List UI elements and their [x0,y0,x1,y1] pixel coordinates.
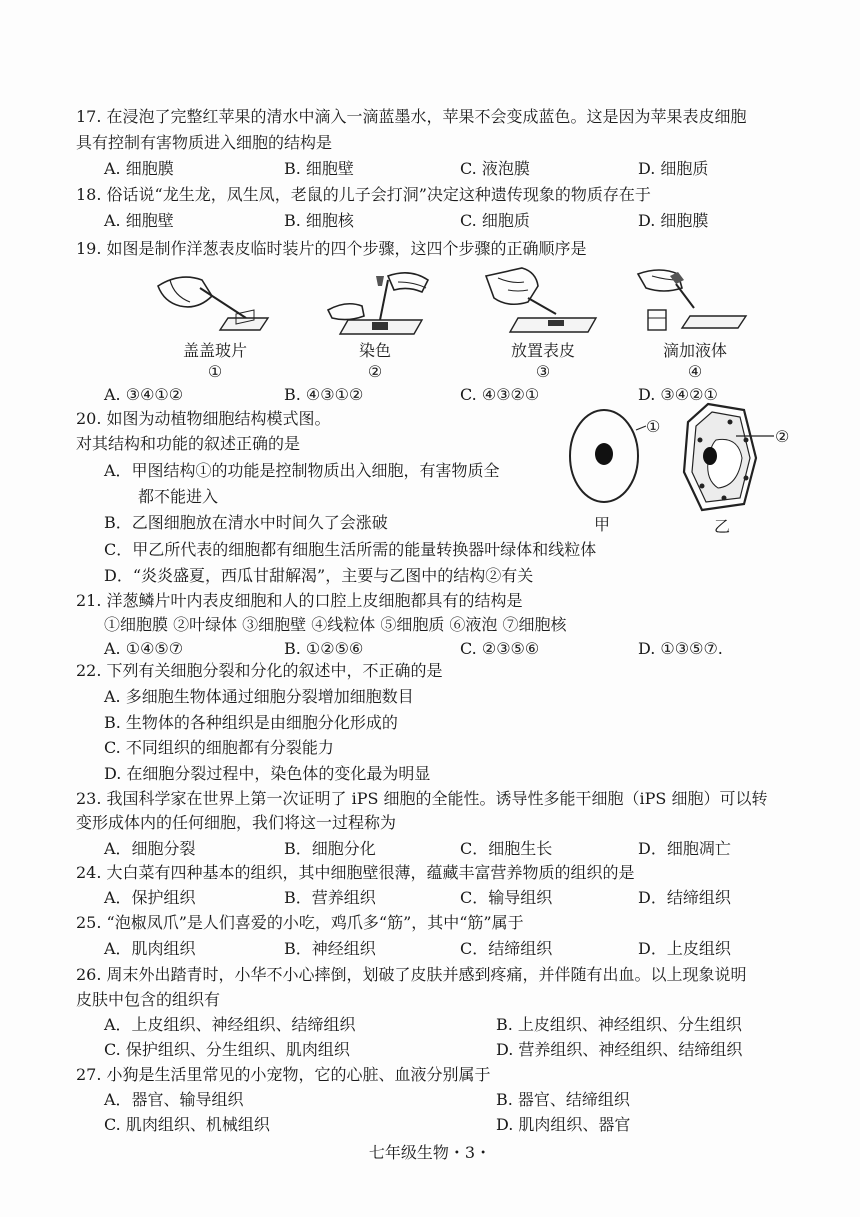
q17-option-c: C. 液泡膜 [460,159,530,178]
q27-option-a: A．器官、输导组织 [104,1090,244,1109]
q20-option-a-line1: A．甲图结构①的功能是控制物质出入细胞，有害物质全 [104,461,500,480]
q26-stem-line1: 26. 周末外出踏青时，小华不小心摔倒，划破了皮肤并感到疼痛，并伴随有出血。以上现象说明 [76,965,747,984]
q22-option-d: D. 在细胞分裂过程中，染色体的变化最为明显 [104,764,431,783]
q19-option-a: A. ③④①② [104,385,184,404]
q27-option-b: B. 器官、结缔组织 [496,1090,630,1109]
q23-stem-line2: 变形成体内的任何细胞，我们将这一过程称为 [76,813,397,832]
q17-stem-line1: 17. 在浸泡了完整红苹果的清水中滴入一滴蓝墨水，苹果不会变成蓝色。这是因为苹果表皮细胞 [76,107,747,126]
q25-option-a: A．肌肉组织 [104,939,196,958]
q21-stem: 21. 洋葱鳞片叶内表皮细胞和人的口腔上皮细胞都具有的结构是 [76,591,523,610]
q21-option-a: A. ①④⑤⑦ [104,639,184,658]
q24-option-c: C．输导组织 [460,888,553,907]
step-1-label: 盖盖玻片 [182,341,247,360]
q26-option-a: A．上皮组织、神经组织、结缔组织 [104,1015,356,1034]
q27-option-d: D. 肌肉组织、器官 [496,1115,631,1134]
q27-option-c: C. 肌肉组织、机械组织 [104,1115,270,1134]
q18-option-c: C. 细胞质 [460,211,530,230]
q25-option-b: B．神经组织 [284,939,376,958]
cell-label-2: ② [775,427,790,446]
step-place-epidermis-illustration [478,262,608,338]
q22-option-c: C. 不同组织的细胞都有分裂能力 [104,738,334,757]
q24-option-b: B．营养组织 [284,888,376,907]
plant-cell-caption: 乙 [714,517,731,536]
step-1-number: ① [207,362,223,381]
q21-option-d: D. ①③⑤⑦. [638,639,723,658]
q17-option-a: A. 细胞膜 [104,159,174,178]
q25-option-d: D．上皮组织 [638,939,731,958]
q22-option-a: A. 多细胞生物体通过细胞分裂增加细胞数目 [104,687,414,706]
q21-option-c: C. ②③⑤⑥ [460,639,540,658]
step-3-number: ③ [535,362,551,381]
q23-option-d: D．细胞凋亡 [638,839,731,858]
step-4-label: 滴加液体 [662,341,727,360]
q19-stem: 19. 如图是制作洋葱表皮临时装片的四个步骤，这四个步骤的正确顺序是 [76,239,587,258]
q20-stem-line2: 对其结构和功能的叙述正确的是 [76,434,301,453]
step-add-liquid-illustration [630,262,760,338]
step-cover-slip-illustration [150,266,280,338]
step-2-label: 染色 [358,341,391,360]
step-stain-illustration [318,266,448,338]
q22-option-b: B. 生物体的各种组织是由细胞分化形成的 [104,713,398,732]
q19-option-b: B. ④③①② [284,385,364,404]
q17-stem-line2: 具有控制有害物质进入细胞的结构是 [76,133,333,152]
q25-option-c: C．结缔组织 [460,939,553,958]
q26-option-d: D. 营养组织、神经组织、结缔组织 [496,1040,743,1059]
q23-option-c: C．细胞生长 [460,839,553,858]
q19-option-d: D. ③④②① [638,385,718,404]
q18-option-b: B. 细胞核 [284,211,354,230]
q24-option-d: D．结缔组织 [638,888,731,907]
q18-stem: 18. 俗话说“龙生龙，凤生凤，老鼠的儿子会打洞”决定这种遗传现象的物质存在于 [76,185,651,204]
q20-option-c: C．甲乙所代表的细胞都有细胞生活所需的能量转换器叶绿体和线粒体 [104,540,597,559]
q23-option-b: B．细胞分化 [284,839,376,858]
q23-stem-line1: 23. 我国科学家在世界上第一次证明了 iPS 细胞的全能性。诱导性多能干细胞（iPS 细胞）可以转 [76,789,768,808]
q24-option-a: A．保护组织 [104,888,196,907]
q17-option-d: D. 细胞质 [638,159,709,178]
animal-cell-caption: 甲 [594,515,611,534]
q26-stem-line2: 皮肤中包含的组织有 [76,990,221,1009]
q26-option-c: C. 保护组织、分生组织、肌肉组织 [104,1040,350,1059]
cell-label-1: ① [646,417,661,436]
q20-option-b: B．乙图细胞放在清水中时间久了会涨破 [104,513,388,532]
q24-stem: 24. 大白菜有四种基本的组织，其中细胞壁很薄，蕴藏丰富营养物质的组织的是 [76,863,635,882]
q26-option-b: B. 上皮组织、神经组织、分生组织 [496,1015,742,1034]
page-footer: 七年级生物・3・ [368,1143,492,1162]
q18-option-a: A. 细胞壁 [104,211,174,230]
q27-stem: 27. 小狗是生活里常见的小宠物，它的心脏、血液分别属于 [76,1065,491,1084]
animal-plant-cell-diagram [560,400,810,530]
q19-option-c: C. ④③②① [460,385,540,404]
q20-option-d: D．“炎炎盛夏，西瓜甘甜解渴”，主要与乙图中的结构②有关 [104,566,534,585]
q20-stem-line1: 20. 如图为动植物细胞结构模式图。 [76,409,331,428]
q23-option-a: A．细胞分裂 [104,839,196,858]
q18-option-d: D. 细胞膜 [638,211,709,230]
q25-stem: 25. “泡椒凤爪”是人们喜爱的小吃，鸡爪多“筋”，其中“筋”属于 [76,913,524,932]
q21-option-b: B. ①②⑤⑥ [284,639,364,658]
step-3-label: 放置表皮 [510,341,575,360]
step-4-number: ④ [687,362,703,381]
step-2-number: ② [367,362,383,381]
q21-items: ①细胞膜 ②叶绿体 ③细胞壁 ④线粒体 ⑤细胞质 ⑥液泡 ⑦细胞核 [104,615,567,634]
q20-option-a-line2: 都不能进入 [138,487,219,506]
q17-option-b: B. 细胞壁 [284,159,354,178]
q22-stem: 22. 下列有关细胞分裂和分化的叙述中，不正确的是 [76,661,443,680]
